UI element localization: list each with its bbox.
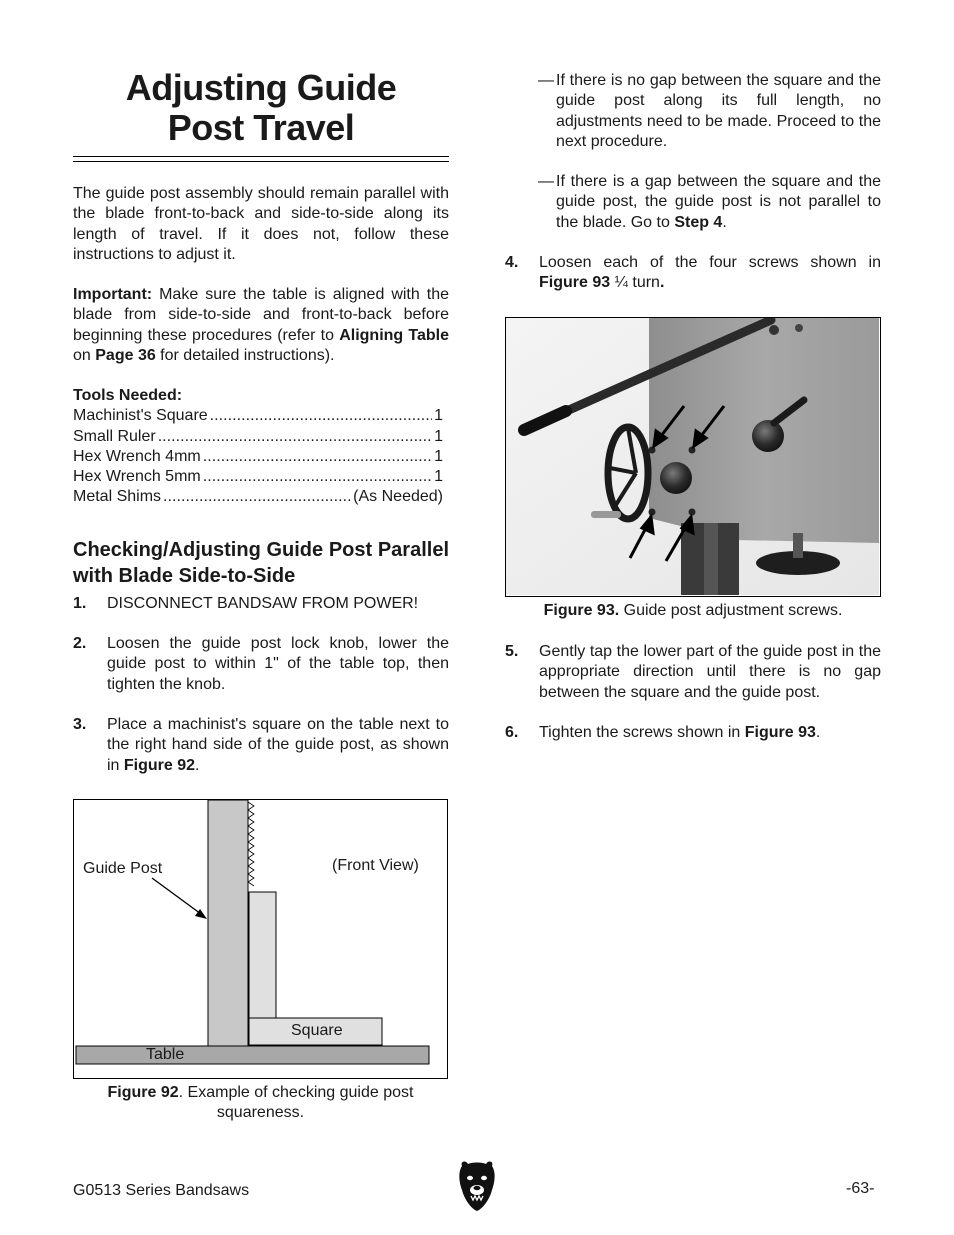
lock-knob [752,420,784,452]
important-text-2: on [73,346,96,364]
tool-name: Small Ruler [73,427,156,445]
step-number: 2. [73,635,87,652]
intro-paragraph: The guide post assembly should remain parallel with the blade front-to-back and side-to-side along its length of travel. If it does not, follow these instructions to adjust it. [73,185,449,263]
important-ref-page: Page 36 [95,346,156,364]
caption-ref: Figure 92 [107,1084,179,1101]
step-text-end: . [195,756,200,774]
tool-name: Hex Wrench 4mm [73,447,201,465]
adjustment-screw [689,447,696,454]
step-text-body: Place a machinist's square on the table next to the right hand side of the guide post, as shown in [107,716,449,774]
step-text-end: . [815,724,821,741]
condition-text: If there is no gap between the square and the guide post along its full length, no adjustments need to be made. Proceed to the next procedure. [556,72,881,150]
tool-item [73,447,443,467]
tools-list [73,386,449,508]
tool-item [73,467,443,487]
leader-dots [210,406,432,426]
step-1 [73,594,449,614]
step-number: 3. [73,716,87,733]
title-rule-bottom [73,161,449,162]
step-6 [505,723,881,743]
title-line-2: Post Travel [167,107,355,148]
tool-name: Hex Wrench 5mm [73,468,201,486]
center-knob [660,462,692,494]
figure-92-drawing [74,800,446,1077]
step-3 [73,715,449,776]
step-number: 1. [73,595,87,612]
tool-qty: 1 [434,407,443,425]
step-text-period: . [659,274,665,292]
condition-gap [538,172,881,233]
leader-dots [163,487,351,507]
tool-item [73,487,443,507]
step-text-body: Tighten the screws shown in [539,724,745,741]
leader-dots [203,447,432,467]
step-text: Gently tap the lower part of the guide post in the appropriate direction until there is no gap between the square and the guide post. [539,643,881,701]
step-text: DISCONNECT BANDSAW FROM POWER! [107,595,419,612]
step-text-end: ¼ turn [610,274,660,292]
step-text-body: Loosen each of the four screws shown in [539,254,881,271]
guide-post-shape [208,800,248,1046]
leader-dots [203,467,432,487]
em-dash: — [538,72,554,89]
tool-item [73,427,443,447]
leader-dots [158,427,432,447]
figure-92 [73,799,448,1079]
figure-ref: Figure 93 [744,724,816,741]
caption-ref: Figure 93. [543,602,620,619]
figure-93 [505,317,881,597]
page-number: -63- [846,1180,875,1197]
step-ref: Step 4 [674,213,723,231]
important-note [73,285,449,366]
figure-93-caption [505,601,881,621]
label-square: Square [291,1022,343,1039]
figure-ref: Figure 92 [123,756,196,774]
tool-name: Machinist's Square [73,407,208,425]
figure-93-photo [506,318,879,595]
step-text [539,253,881,294]
tool-qty: (As Needed) [353,488,443,506]
section-heading: Checking/Adjusting Guide Post Parallel with Blade Side-to-Side [73,539,449,587]
step-text [539,723,881,743]
step-text: Loosen the guide post lock knob, lower the guide post to within 1" of the table top, then tighten the knob. [107,635,449,693]
caption-text: Guide post adjustment screws. [619,602,843,619]
label-front-view: (Front View) [332,857,419,874]
tool-qty: 1 [434,447,443,465]
important-ref-aligning-table: Aligning Table [339,326,449,344]
caption-text: . Example of checking guide post squareness. [178,1084,414,1122]
important-text-1: Make sure the table is aligned with the blade from side-to-side and front-to-back before beginning these procedures (refer to [73,286,449,344]
important-text-3: for detailed instructions). [155,346,335,364]
condition-text-end: . [722,213,727,231]
tool-qty: 1 [434,468,443,486]
step-number: 4. [505,254,519,271]
label-table: Table [146,1046,185,1063]
condition-text-body: If there is a gap between the square and the guide post, the guide post is not parallel to the blade. Go to [556,173,881,231]
tool-qty: 1 [434,427,443,445]
blade-teeth [248,802,254,886]
label-guide-post: Guide Post [83,860,163,877]
step-text [107,715,449,776]
condition-no-gap [538,71,881,152]
page-title [73,68,449,148]
figure-92-caption [73,1083,448,1124]
title-rule-top [73,156,449,157]
em-dash: — [538,173,554,190]
tool-name: Metal Shims [73,488,162,506]
step-number: 6. [505,724,519,741]
adjustment-screw [649,447,656,454]
title-line-1: Adjusting Guide [125,67,397,108]
important-label: Important: [73,286,153,303]
step-5 [505,642,881,703]
condition-text [556,172,881,233]
grizzly-bear-logo-icon [458,1160,496,1212]
table-shape [76,1046,429,1064]
step-number: 5. [505,643,519,660]
square-vertical [249,892,276,1018]
tools-heading: Tools Needed: [73,387,183,404]
figure-ref: Figure 93 [539,274,611,292]
footer-left: G0513 Series Bandsaws [73,1182,250,1199]
tool-item [73,406,443,426]
step-4 [505,253,881,294]
step-2 [73,634,449,695]
